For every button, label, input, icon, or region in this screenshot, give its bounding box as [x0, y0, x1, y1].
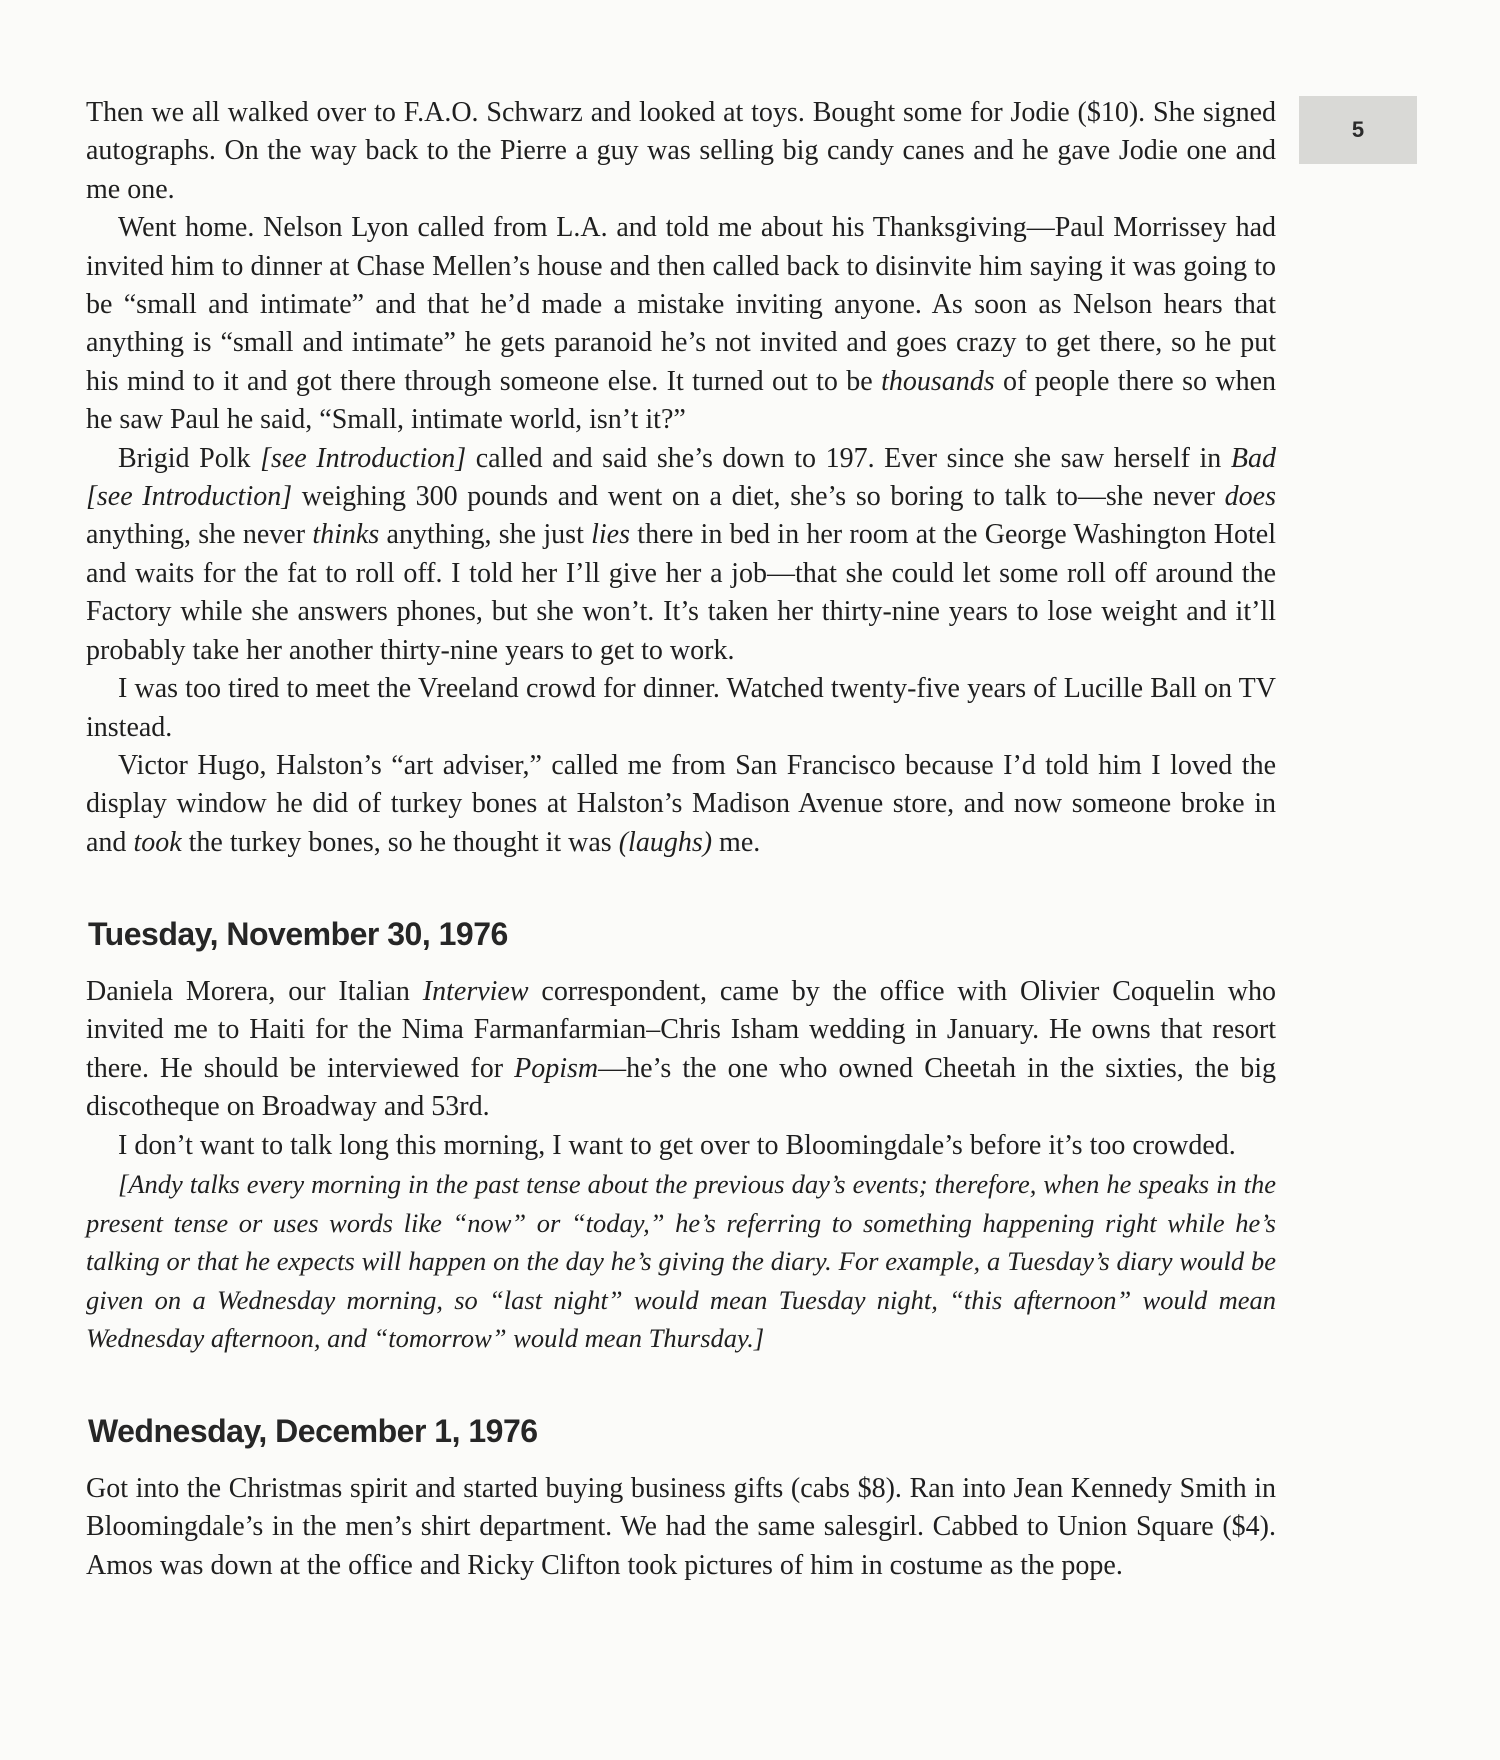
entry-date-heading: Tuesday, November 30, 1976 — [88, 916, 508, 952]
entry-continued — [86, 94, 1276, 862]
italic-run: thousands — [881, 365, 995, 397]
italic-run: [see Introduction] — [260, 442, 467, 474]
italic-run: Bad [see Introduction] — [86, 442, 1276, 513]
paragraph — [86, 94, 1276, 209]
text-run: Then we all walked over to F.A.O. Schwarz and looked at toys. Bought some for Jodie ($10). She signed autographs. On the way back to the Pierre a guy was selling big candy canes and he gave Jodie one and me one. — [86, 97, 1276, 205]
text-run: correspondent, came by the office with Olivier Coquelin who invited me to Haiti for the Nima Farmanfarmian–Chris Isham wedding in January. He owns that resort there. He should be interviewed for — [86, 976, 1276, 1084]
italic-run: [Andy talks every morning in the past tense about the previous day’s events; therefore, when he speaks in the present tense or uses words like “now” or “today,” he’s referring to something happening right while he’s talking or that he expects will happen on the day he’s giving the diary. For example, a Tuesday’s diary would be given on a Wednesday morning, so “last night” would mean Tuesday night, “this afternoon” would mean Wednesday afternoon, and “tomorrow” would mean Thursday.] — [86, 1169, 1276, 1354]
text-run: I don’t want to talk long this morning, I want to get over to Bloomingdale’s before it’s too crowded. — [118, 1129, 1236, 1161]
text-run: —he’s the one who owned Cheetah in the sixties, the big discotheque on Broadway and 53rd. — [86, 1052, 1276, 1123]
italic-run: thinks — [312, 519, 380, 551]
paragraph — [86, 440, 1276, 670]
editorial-note — [86, 1165, 1276, 1358]
paragraph — [86, 209, 1276, 439]
text-run: I was too tired to meet the Vreeland crowd for dinner. Watched twenty-five years of Lucille Ball on TV instead. — [86, 673, 1276, 743]
text-run: Victor Hugo, Halston’s “art adviser,” called me from San Francisco because I’d told him I loved the display window he did of turkey bones at Halston’s Madison Avenue store, and now someone broke in and — [86, 749, 1276, 858]
text-run: there in bed in her room at the George Washington Hotel and waits for the fat to roll off. I told her I’ll give her a job—that she could let some roll off around the Factory while she answers phones, but she won’t. It’s taken her thirty-nine years to lose weight and it’ll probably take her another thirty-nine years to get to work. — [86, 519, 1276, 666]
italic-run: does — [1224, 481, 1276, 513]
italic-run: Interview — [422, 976, 529, 1007]
text-run: of people there so when he saw Paul he said, “Small, intimate world, isn’t it?” — [86, 365, 1276, 436]
text-run: weighing 300 pounds and went on a diet, she’s so boring to talk to—she never — [292, 481, 1225, 513]
text-run: Got into the Christmas spirit and started buying business gifts (cabs $8). Ran into Jean Kennedy Smith in Bloomingdale’s in the men’s shirt department. We had the same salesgirl. Cabbed to Union Square ($4). Amos was down at the office and Ricky Clifton took pictures of him in costume as the pope. — [86, 1473, 1276, 1581]
text-run: Went home. Nelson Lyon called from L.A. and told me about his Thanksgiving—Paul Morrissey had invited him to dinner at Chase Mellen’s house and then called back to disinvite him saying it was going to be “small and intimate” and that he’d made a mistake inviting anyone. As soon as Nelson hears that anything is “small and intimate” he gets paranoid he’s not invited and goes crazy to get there, so he put his mind to it and got there through someone else. It turned out to be — [86, 212, 1276, 397]
text-run: Daniela Morera, our Italian — [86, 976, 423, 1007]
italic-run: Popism — [514, 1052, 599, 1084]
text-run: me. — [712, 826, 761, 858]
italic-run: lies — [591, 519, 631, 551]
paragraph — [86, 1127, 1276, 1165]
paragraph — [86, 670, 1276, 747]
italic-run: took — [133, 826, 182, 858]
paragraph — [86, 747, 1276, 862]
text-run: called and said she’s down to 197. Ever since she saw herself in — [466, 442, 1231, 474]
text-run: anything, she just — [379, 519, 592, 551]
paragraph — [86, 973, 1276, 1127]
entry-date-heading: Wednesday, December 1, 1976 — [88, 1413, 538, 1449]
page-number-tab — [1299, 96, 1417, 164]
paragraph — [86, 1470, 1276, 1585]
text-run: the turkey bones, so he thought it was — [181, 826, 619, 858]
text-run: anything, she never — [86, 519, 313, 551]
italic-run: (laughs) — [618, 826, 713, 858]
text-run: Brigid Polk — [118, 442, 261, 474]
entry-nov-30 — [86, 973, 1276, 1358]
entry-dec-1 — [86, 1470, 1276, 1585]
page-number: 5 — [1351, 117, 1365, 142]
